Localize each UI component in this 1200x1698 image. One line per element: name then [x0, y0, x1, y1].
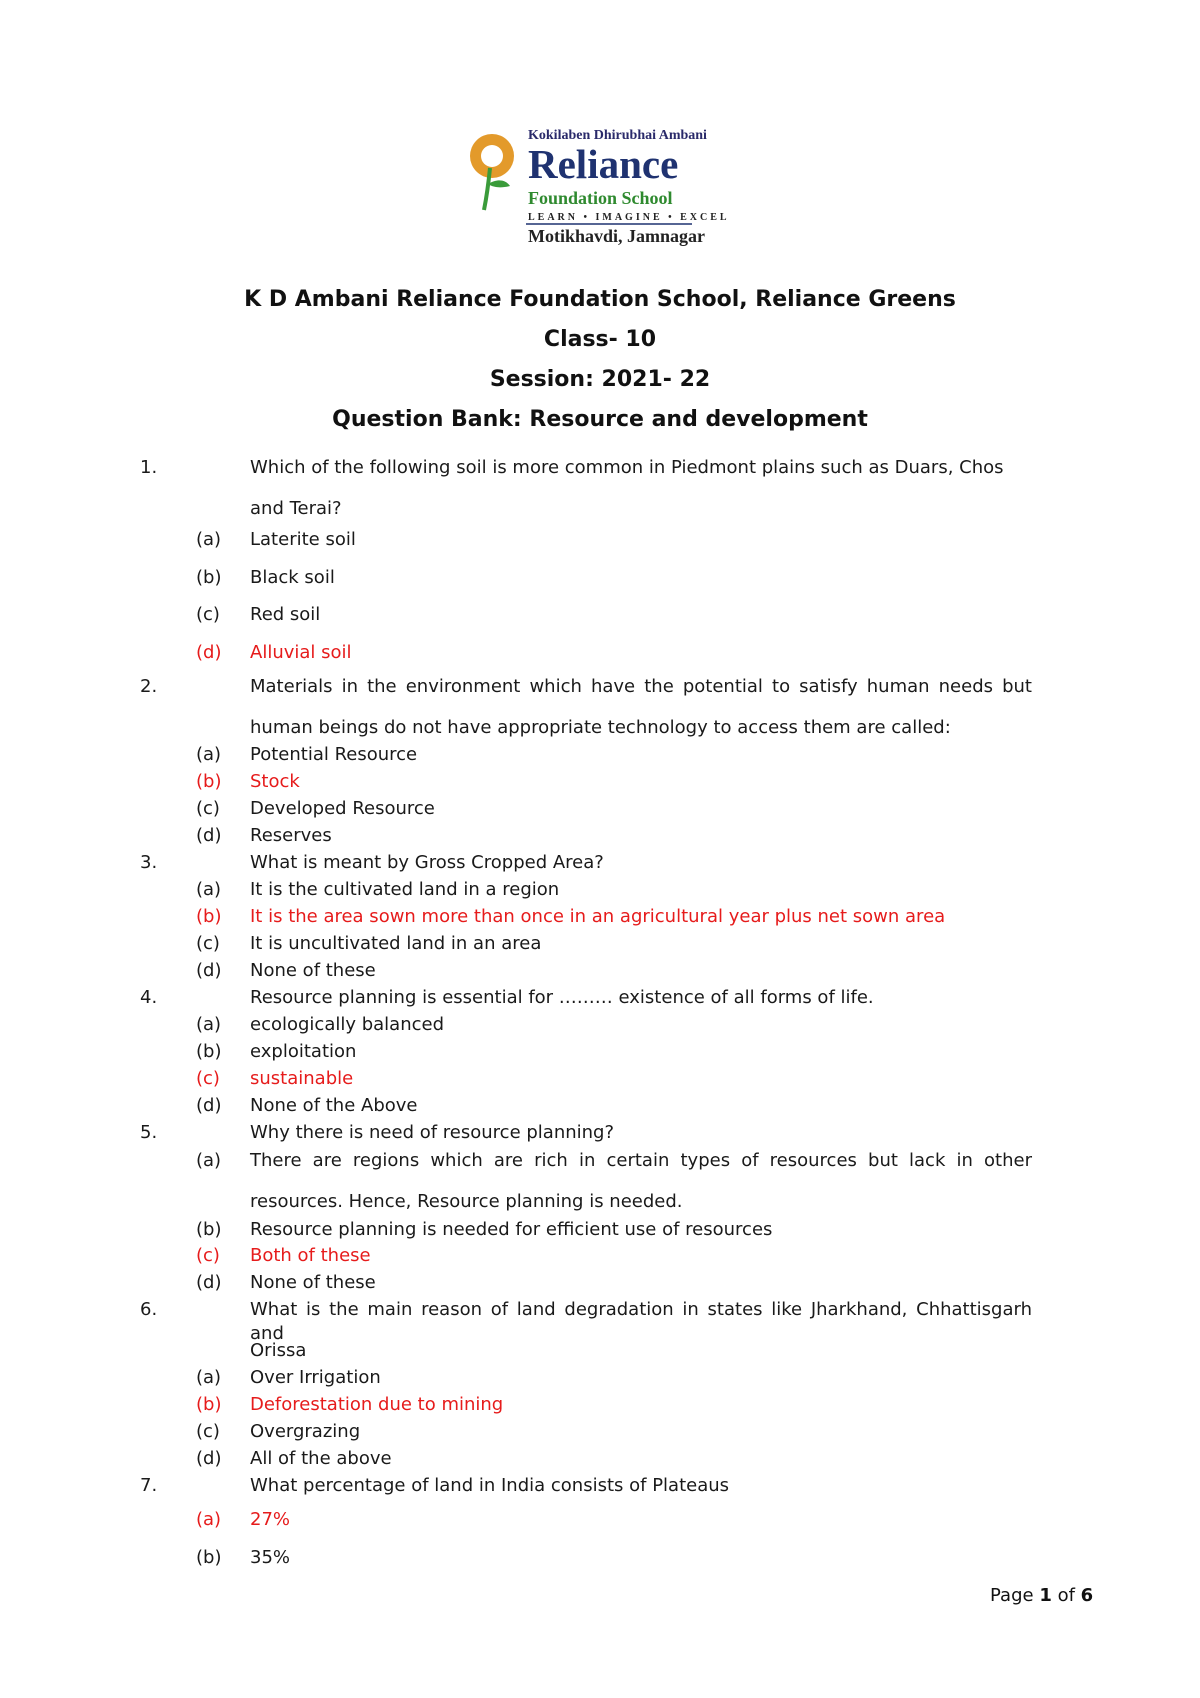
- option-text: resources. Hence, Resource planning is needed.: [250, 1191, 683, 1212]
- page-footer: [990, 1585, 1093, 1606]
- option-row: [0, 1094, 1200, 1118]
- option-text: Alluvial soil: [250, 642, 352, 663]
- question-continuation: [0, 716, 1200, 740]
- option-row: [0, 528, 1200, 552]
- option-row: [0, 603, 1200, 627]
- question-number: 1.: [140, 457, 158, 478]
- correct-option-row: [0, 641, 1200, 665]
- option-text: Both of these: [250, 1245, 371, 1266]
- option-row: [0, 1271, 1200, 1295]
- question-text: Orissa: [250, 1340, 307, 1361]
- option-label: (a): [196, 1014, 222, 1035]
- option-text: Stock: [250, 771, 300, 792]
- current-page-number: 1: [1039, 1585, 1052, 1606]
- option-label: (d): [196, 960, 222, 981]
- option-text: None of these: [250, 960, 376, 981]
- correct-option-row: [0, 1393, 1200, 1417]
- option-label: (a): [196, 529, 222, 550]
- subject-heading: Question Bank: Resource and development: [332, 407, 868, 432]
- question-continuation: [0, 1339, 1200, 1363]
- option-label: (b): [196, 906, 222, 927]
- question-text: What is meant by Gross Cropped Area?: [250, 852, 604, 873]
- option-text: sustainable: [250, 1068, 354, 1089]
- question-text: Which of the following soil is more common in Piedmont plains such as Duars, Chos: [250, 457, 1004, 478]
- option-continuation: [0, 1190, 1200, 1214]
- option-label: (c): [196, 1245, 220, 1266]
- question-number: 3.: [140, 852, 158, 873]
- question-text: and Terai?: [250, 498, 342, 519]
- option-text: All of the above: [250, 1448, 392, 1469]
- option-label: (b): [196, 567, 222, 588]
- option-label: (c): [196, 1421, 220, 1442]
- option-text: It is the area sown more than once in an agricultural year plus net sown area: [250, 906, 946, 927]
- option-label: (d): [196, 1095, 222, 1116]
- option-text: exploitation: [250, 1041, 357, 1062]
- question-4: [0, 986, 1200, 1010]
- question-7: [0, 1474, 1200, 1498]
- option-text: It is the cultivated land in a region: [250, 879, 560, 900]
- session-heading: Session: 2021- 22: [489, 367, 711, 392]
- question-text: Materials in the environment which have the potential to satisfy human needs but: [250, 676, 1032, 697]
- option-text: It is uncultivated land in an area: [250, 933, 542, 954]
- logo-top-line: Kokilaben Dhirubhai Ambani: [528, 128, 707, 143]
- school-logo: [460, 118, 770, 258]
- of-word: of: [1057, 1585, 1075, 1606]
- option-row: [0, 1447, 1200, 1471]
- option-text: ecologically balanced: [250, 1014, 445, 1035]
- school-name-heading: K D Ambani Reliance Foundation School, Reliance Greens: [244, 287, 956, 312]
- option-text: Laterite soil: [250, 529, 356, 550]
- option-text: 35%: [250, 1547, 291, 1568]
- question-1: [0, 456, 1200, 480]
- option-row: [0, 566, 1200, 590]
- correct-option-row: [0, 1508, 1200, 1532]
- option-row: [0, 1040, 1200, 1064]
- correct-option-row: [0, 905, 1200, 929]
- class-heading: Class- 10: [543, 327, 657, 352]
- logo-subtitle: Foundation School: [528, 188, 673, 208]
- option-text: 27%: [250, 1509, 291, 1530]
- option-label: (b): [196, 1041, 222, 1062]
- question-number: 2.: [140, 676, 158, 697]
- question-number: 5.: [140, 1122, 158, 1143]
- question-3: [0, 851, 1200, 875]
- question-number: 4.: [140, 987, 158, 1008]
- option-label: (c): [196, 604, 220, 625]
- option-row: [0, 797, 1200, 821]
- option-label: (d): [196, 825, 222, 846]
- option-text: Overgrazing: [250, 1421, 361, 1442]
- option-row: [0, 959, 1200, 983]
- option-row: [0, 1420, 1200, 1444]
- page-word: Page: [990, 1585, 1034, 1606]
- option-label: (d): [196, 1448, 222, 1469]
- option-text: Resource planning is needed for efficient use of resources: [250, 1219, 773, 1240]
- option-label: (b): [196, 1547, 222, 1568]
- option-label: (d): [196, 1272, 222, 1293]
- option-row: [0, 1546, 1200, 1570]
- question-5: [0, 1121, 1200, 1145]
- logo-location: Motikhavdi, Jamnagar: [528, 226, 706, 246]
- option-row: [0, 1013, 1200, 1037]
- option-text: Red soil: [250, 604, 321, 625]
- option-label: (b): [196, 771, 222, 792]
- option-text: Deforestation due to mining: [250, 1394, 504, 1415]
- option-row: [0, 932, 1200, 956]
- option-row: [0, 878, 1200, 902]
- option-text: Reserves: [250, 825, 332, 846]
- logo-brand-name: Reliance: [528, 141, 679, 187]
- option-label: (b): [196, 1219, 222, 1240]
- correct-option-row: [0, 1067, 1200, 1091]
- question-text: Why there is need of resource planning?: [250, 1122, 615, 1143]
- option-text: None of these: [250, 1272, 376, 1293]
- question-text: What percentage of land in India consists of Plateaus: [250, 1475, 730, 1496]
- option-row: [0, 824, 1200, 848]
- logo-tagline: LEARN • IMAGINE • EXCEL: [528, 212, 730, 223]
- total-pages: 6: [1080, 1585, 1094, 1606]
- option-label: (d): [196, 642, 222, 663]
- option-label: (a): [196, 1150, 222, 1171]
- question-text: human beings do not have appropriate technology to access them are called:: [250, 717, 951, 738]
- option-label: (c): [196, 798, 220, 819]
- option-label: (c): [196, 933, 220, 954]
- question-continuation: [0, 497, 1200, 521]
- option-label: (a): [196, 879, 222, 900]
- option-row: [0, 1366, 1200, 1390]
- option-label: (b): [196, 1394, 222, 1415]
- correct-option-row: [0, 1244, 1200, 1268]
- option-label: (c): [196, 1068, 220, 1089]
- option-text: Developed Resource: [250, 798, 435, 819]
- question-number: 6.: [140, 1299, 158, 1320]
- question-6: [0, 1298, 1200, 1344]
- option-row: [0, 743, 1200, 767]
- question-text: Resource planning is essential for ……… existence of all forms of life.: [250, 987, 874, 1008]
- option-text: Over Irrigation: [250, 1367, 381, 1388]
- option-label: (a): [196, 1367, 222, 1388]
- option-row: [0, 1218, 1200, 1242]
- option-text: There are regions which are rich in certain types of resources but lack in other: [250, 1150, 1032, 1171]
- option-text: None of the Above: [250, 1095, 418, 1116]
- question-number: 7.: [140, 1475, 158, 1496]
- question-2: [0, 675, 1200, 699]
- option-label: (a): [196, 744, 222, 765]
- correct-option-row: [0, 770, 1200, 794]
- option-text: Black soil: [250, 567, 335, 588]
- question-text: What is the main reason of land degradation in states like Jharkhand, Chhattisgarh and: [250, 1299, 1032, 1344]
- option-text: Potential Resource: [250, 744, 418, 765]
- option-row: [0, 1149, 1200, 1173]
- option-label: (a): [196, 1509, 222, 1530]
